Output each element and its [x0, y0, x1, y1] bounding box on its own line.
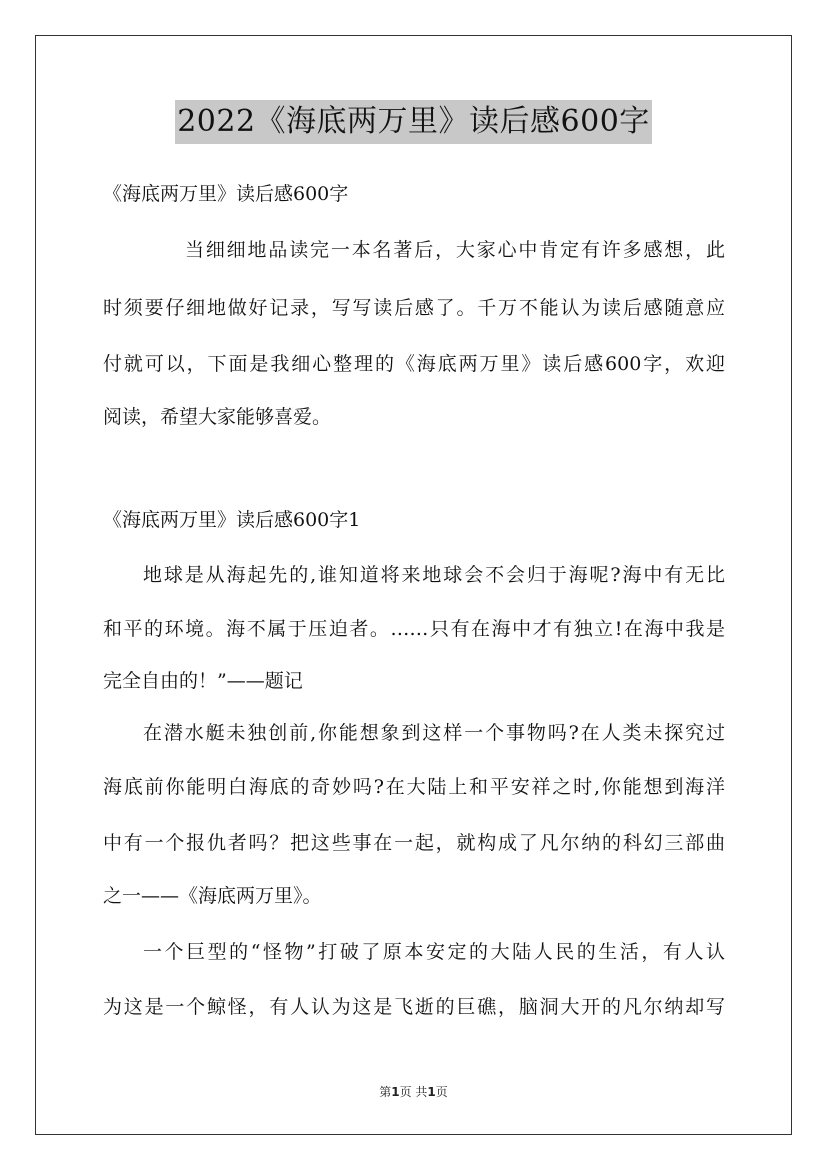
footer-prefix: 第 — [379, 1085, 392, 1099]
intro-line-4: 阅读，希望大家能够喜爱。 — [103, 406, 332, 428]
footer-suffix: 页 — [435, 1085, 448, 1099]
footer-page-number: 1 — [391, 1085, 400, 1099]
para2-line-1: 在潜水艇未独创前,你能想象到这样一个事物吗?在人类未探究过 — [143, 722, 725, 744]
para2-line-2: 海底前你能明白海底的奇妙吗?在大陆上和平安祥之时,你能想到海洋 — [103, 776, 725, 798]
footer-page-total: 1 — [427, 1085, 436, 1099]
subtitle: 《海底两万里》读后感600字 — [103, 183, 349, 205]
intro-line-2: 时须要仔细地做好记录，写写读后感了。千万不能认为读后感随意应 — [103, 297, 725, 319]
page-footer — [0, 1083, 827, 1100]
para2-line-4: 之一——《海底两万里》。 — [103, 885, 322, 907]
title-container — [0, 100, 827, 144]
footer-mid: 页 共 — [399, 1085, 428, 1099]
para3-line-2: 为这是一个鲸怪，有人认为这是飞逝的巨礁，脑洞大开的凡尔纳却写 — [103, 996, 725, 1018]
para2-line-3: 中有一个报仇者吗？把这些事在一起，就构成了凡尔纳的科幻三部曲 — [103, 832, 725, 854]
para1-line-1: 地球是从海起先的,谁知道将来地球会不会归于海呢?海中有无比 — [143, 564, 725, 586]
section-heading: 《海底两万里》读后感600字1 — [103, 509, 361, 531]
document-title: 2022《海底两万里》读后感600字 — [175, 100, 652, 144]
para1-line-3: 完全自由的！”——题记 — [103, 670, 303, 692]
intro-line-3: 付就可以，下面是我细心整理的《海底两万里》读后感600字，欢迎 — [103, 353, 725, 375]
para3-line-1: 一个巨型的“怪物”打破了原本安定的大陆人民的生活，有人认 — [143, 941, 725, 963]
intro-line-1: 当细细地品读完一本名著后，大家心中肯定有许多感想，此 — [185, 239, 725, 261]
para1-line-2: 和平的环境。海不属于压迫者。……只有在海中才有独立!在海中我是 — [103, 618, 725, 640]
